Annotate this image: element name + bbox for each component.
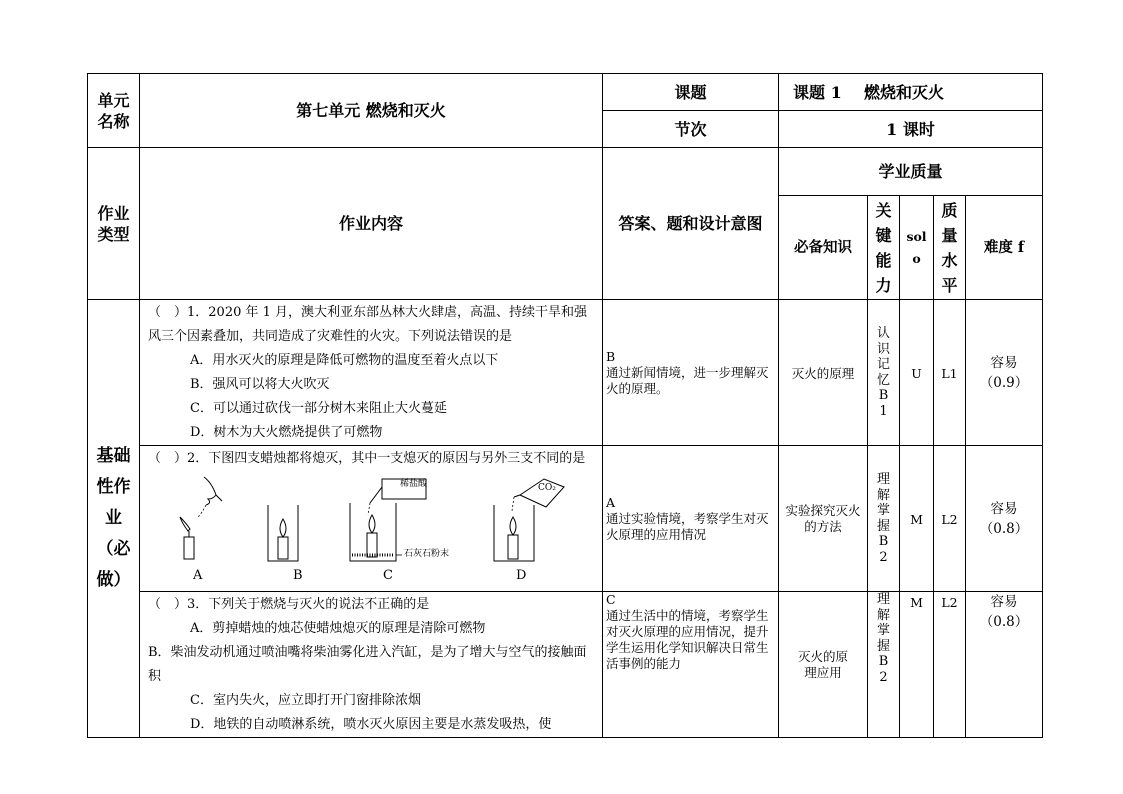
level-label: 质量水平	[941, 200, 958, 295]
limestone-label: 石灰石粉末	[404, 549, 450, 559]
category-cell	[88, 300, 140, 738]
question-3	[140, 592, 603, 738]
question-3-solo-cell	[900, 592, 934, 738]
category-label: 基础性作业（必做）	[96, 446, 131, 590]
question-2-solo: M	[910, 512, 923, 527]
question-3-difficulty-value: （0.8）	[979, 614, 1029, 630]
candle-figure	[148, 473, 598, 583]
question-3-intent: 通过生活中的情境，考察学生对灭火原理的应用情况，提升学生运用化学知识解决日常生活事例的能力	[606, 608, 769, 671]
question-2-stem: （ ）2．下图四支蜡烛都将熄灭，其中一支熄灭的原因与另外三支不同的是	[148, 451, 586, 466]
question-1-stem: （ ）1．2020 年 1 月，澳大利亚东部丛林大火肆虐，高温、持续干旱和强风三个因素叠加，共同造成了灾难性的火灾。下列说法错误的是	[148, 305, 588, 344]
question-2-level-cell	[934, 446, 966, 592]
quality-label-cell	[779, 148, 1043, 196]
question-1-option-c: C．可以通过砍伐一部分树木来阻止大火蔓延	[190, 401, 447, 416]
figure-label-d: D	[516, 568, 527, 583]
question-1-ability-cell	[868, 300, 900, 446]
knowledge-label: 必备知识	[794, 239, 852, 256]
table-row	[88, 592, 1043, 738]
question-3-level: L2	[941, 595, 958, 610]
question-1	[140, 300, 603, 446]
unit-label: 单元名称	[97, 90, 130, 131]
question-3-stem: （ ）3．下列关于燃烧与灭火的说法不正确的是	[148, 597, 430, 612]
question-2-ability-cell	[868, 446, 900, 592]
topic-value: 课题 1 燃烧和灭火	[793, 82, 944, 102]
question-3-ability: 理解掌握B2	[876, 592, 890, 685]
table-row	[88, 300, 1043, 446]
question-1-option-a: A．用水灭火的原理是降低可燃物的温度至着火点以下	[190, 353, 499, 368]
question-1-intent: 通过新闻情境，进一步理解灭火的原理。	[606, 364, 769, 396]
candle-a-figure	[168, 473, 238, 565]
question-2-intent: 通过实验情境，考察学生对灭火原理的应用情况	[606, 510, 769, 542]
question-1-solo-cell	[900, 300, 934, 446]
period-label-cell	[603, 111, 779, 148]
question-1-option-d: D．树木为大火燃烧提供了可燃物	[190, 425, 383, 440]
unit-label-cell	[88, 74, 140, 148]
type-label-cell	[88, 148, 140, 300]
table-row	[88, 446, 1043, 592]
question-1-difficulty-value: （0.9）	[979, 374, 1029, 391]
question-3-option-a: A．剪掉蜡烛的烛芯使蜡烛熄灭的原理是清除可燃物	[190, 621, 486, 636]
ability-label-cell	[868, 196, 900, 300]
question-3-knowledge: 灭火的原理应用	[797, 648, 848, 680]
question-3-difficulty-cell	[966, 592, 1043, 738]
question-1-ability: 认识记忆B1	[876, 326, 890, 419]
question-2-solo-cell	[900, 446, 934, 592]
question-3-answer: C	[606, 592, 616, 607]
question-3-ability-cell	[868, 592, 900, 738]
solo-label: solo	[906, 228, 927, 266]
question-3-answer-cell	[603, 592, 779, 738]
question-1-knowledge-cell	[779, 300, 868, 446]
question-1-level-cell	[934, 300, 966, 446]
question-3-option-d: D．地铁的自动喷淋系统，喷水灭火原因主要是水蒸发吸热，使	[190, 717, 552, 732]
unit-value: 第七单元 燃烧和灭火	[296, 101, 446, 120]
level-label-cell	[934, 196, 966, 300]
topic-label-cell	[603, 74, 779, 111]
question-3-knowledge-cell	[779, 592, 868, 738]
figure-label-b: B	[293, 568, 303, 583]
question-1-answer-cell	[603, 300, 779, 446]
answer-label-cell	[603, 148, 779, 300]
question-2-answer: A	[606, 494, 616, 510]
figure-label-c: C	[383, 568, 393, 583]
question-1-answer: B	[606, 348, 616, 364]
topic-value-cell	[779, 74, 1043, 111]
period-value: 1 课时	[886, 119, 935, 139]
difficulty-label-cell	[966, 196, 1043, 300]
question-2-difficulty-value: （0.8）	[979, 520, 1029, 537]
topic-label: 课题	[674, 82, 707, 102]
period-label: 节次	[674, 119, 707, 139]
question-1-solo: U	[911, 366, 922, 381]
question-3-option-b: B．柴油发动机通过喷油嘴将柴油雾化进入汽缸，是为了增大与空气的接触面积	[148, 645, 587, 684]
question-2-knowledge: 实验探究灭火的方法	[785, 502, 861, 534]
question-1-difficulty: 容易	[990, 354, 1018, 371]
question-2-difficulty-cell	[966, 446, 1043, 592]
homework-table	[87, 73, 1043, 738]
period-value-cell	[779, 111, 1043, 148]
quality-label: 学业质量	[878, 162, 943, 181]
ability-label: 关键能力	[875, 200, 892, 295]
question-2-ability: 理解掌握B2	[876, 472, 890, 565]
question-2-knowledge-cell	[779, 446, 868, 592]
difficulty-label: 难度 f	[983, 239, 1025, 256]
question-1-knowledge: 灭火的原理	[791, 366, 855, 381]
figure-label-a: A	[193, 568, 203, 583]
knowledge-label-cell	[779, 196, 868, 300]
content-label: 作业内容	[338, 214, 403, 233]
candle-b-figure	[264, 503, 304, 565]
co2-label: CO₂	[538, 483, 556, 493]
question-2	[140, 446, 603, 592]
question-3-difficulty: 容易	[990, 594, 1018, 610]
question-2-level: L2	[941, 512, 958, 527]
question-3-level-cell	[934, 592, 966, 738]
candle-d-figure	[484, 473, 574, 565]
question-3-solo: M	[910, 595, 923, 610]
type-label: 作业类型	[97, 203, 130, 244]
question-2-answer-cell	[603, 446, 779, 592]
answer-label: 答案、题和设计意图	[618, 213, 763, 233]
acid-label: 稀盐酸	[400, 479, 428, 489]
content-label-cell	[140, 148, 603, 300]
question-1-level: L1	[941, 366, 958, 381]
question-1-option-b: B．强风可以将大火吹灭	[190, 377, 330, 392]
unit-value-cell	[140, 74, 603, 148]
question-1-difficulty-cell	[966, 300, 1043, 446]
question-2-difficulty: 容易	[990, 500, 1018, 517]
solo-label-cell	[900, 196, 934, 300]
question-3-option-c: C．室内失火，应立即打开门窗排除浓烟	[190, 693, 421, 708]
